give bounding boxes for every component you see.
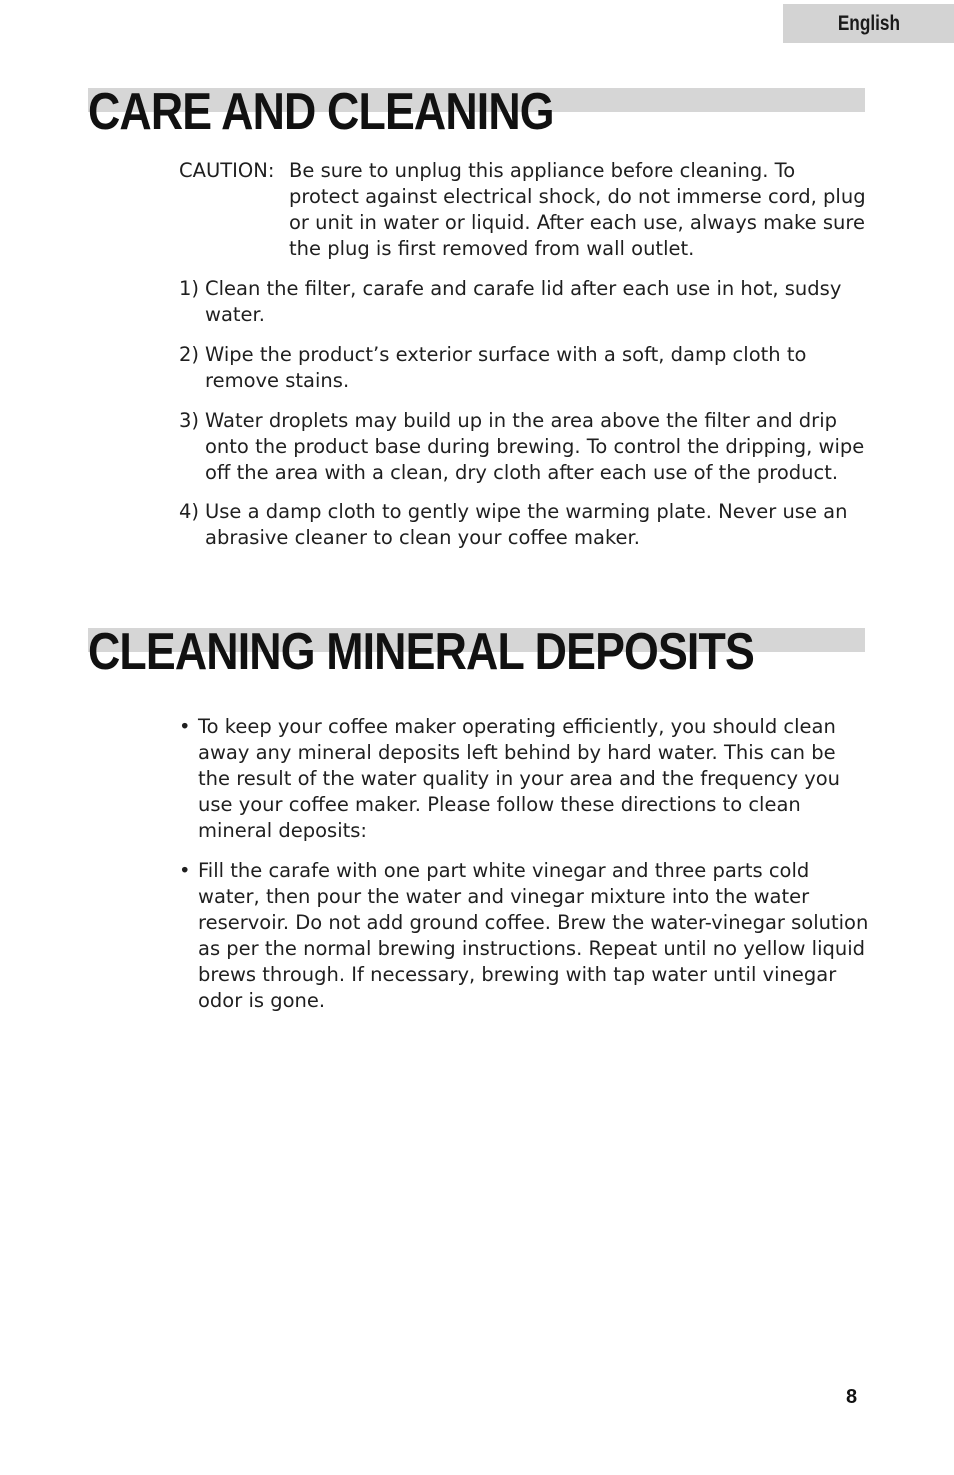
bullet-text: To keep your coffee maker operating efficiently, you should clean away any mineral deposits left behind by hard water. This can be the result of the water quality in your area and the frequency you use your coffee maker. Please follow these directions to clean mineral deposits:	[198, 715, 841, 842]
step-text: Wipe the product’s exterior surface with a soft, damp cloth to remove stains.	[205, 343, 807, 392]
bullet-icon: •	[179, 715, 191, 738]
caution-text: Be sure to unplug this appliance before cleaning. To protect against electrical shock, do not immerse cord, plug or unit in water or liquid. After each use, always make sure the plug is first removed from wall outlet.	[289, 159, 866, 260]
step-text: Water droplets may build up in the area above the filter and drip onto the product base during brewing. To control the dripping, wipe off the area with a clean, dry cloth after each use of the product.	[205, 409, 865, 484]
step-number: 3)	[179, 409, 200, 432]
care-and-cleaning-heading: CARE AND CLEANING	[88, 83, 554, 141]
care-step-2	[179, 342, 869, 394]
bullet-text: Fill the carafe with one part white vinegar and three parts cold water, then pour the water and vinegar mixture into the water reservoir. Do not add ground coffee. Brew the water-vinegar solution as per the normal brewing instructions. Repeat until no yellow liquid brews through. If necessary, brewing with tap water until vinegar odor is gone.	[198, 859, 869, 1012]
cleaning-mineral-deposits-heading: CLEANING MINERAL DEPOSITS	[88, 623, 754, 681]
step-number: 2)	[179, 343, 200, 366]
step-number: 4)	[179, 500, 200, 523]
mineral-bullet-1	[179, 714, 869, 844]
step-text: Use a damp cloth to gently wipe the warming plate. Never use an abrasive cleaner to clean your coffee maker.	[205, 500, 848, 549]
step-text: Clean the filter, carafe and carafe lid after each use in hot, sudsy water.	[205, 277, 842, 326]
care-step-4	[179, 499, 869, 551]
caution-block	[179, 158, 869, 262]
mineral-bullet-2	[179, 858, 869, 1014]
page-number: 8	[846, 1386, 858, 1408]
language-tab	[783, 4, 954, 43]
step-number: 1)	[179, 277, 200, 300]
caution-label: CAUTION:	[179, 159, 275, 182]
bullet-icon: •	[179, 859, 191, 882]
language-label: English	[837, 12, 900, 35]
care-step-1	[179, 276, 869, 328]
care-step-3	[179, 408, 869, 486]
